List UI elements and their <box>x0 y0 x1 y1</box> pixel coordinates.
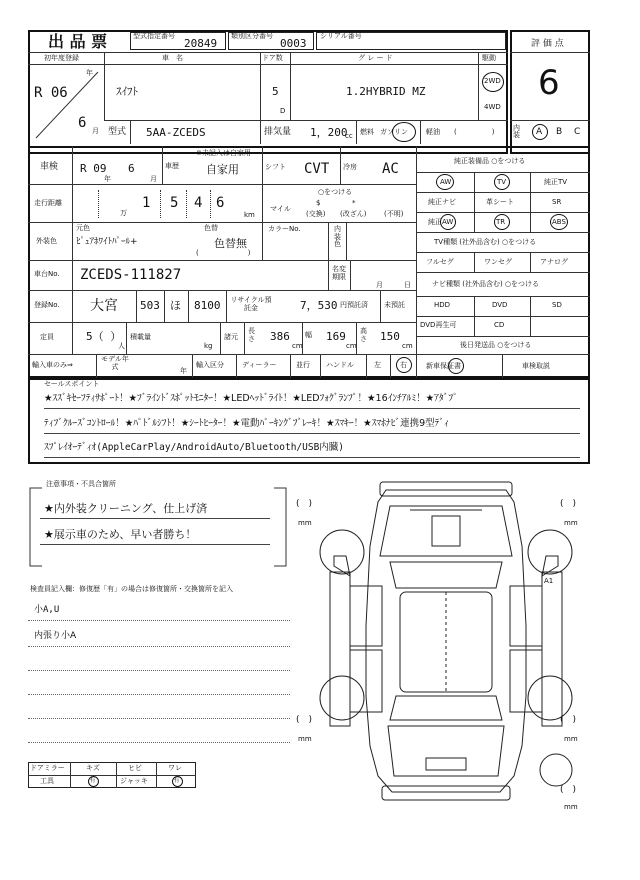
mileage-man: 1 <box>142 195 151 211</box>
tv-analog: アナログ <box>540 258 568 266</box>
equip-genuine-aw: 純正AW <box>428 218 454 226</box>
bracket-rear-right: ( ) <box>560 715 577 725</box>
mm-front-left: mm <box>298 519 312 527</box>
notes-label: 注意事項・不具合箇所 <box>46 480 116 488</box>
notes-bracket <box>28 482 288 572</box>
legend-break: ワレ <box>168 764 182 772</box>
mm-rear-right: mm <box>564 735 578 743</box>
equip-genuine-navi: 純正ナビ <box>428 198 456 206</box>
bracket-spare: ( ) <box>560 785 577 795</box>
import-dealer: ディーラー <box>242 361 277 369</box>
model-year-label: モデル年式 <box>101 355 129 371</box>
sales-label: セールスポイント <box>44 380 100 388</box>
height-cm: cm <box>402 342 413 350</box>
interior-a: A <box>536 127 543 137</box>
inspection-month: 6 <box>128 162 135 175</box>
inspector-entry-1: 小A,U <box>34 605 60 615</box>
width-cm: cm <box>346 342 357 350</box>
equip-sr: SR <box>552 198 562 206</box>
length-cm: cm <box>292 342 303 350</box>
ac-label: 冷房 <box>343 163 357 171</box>
name-change-label: 名変期限 <box>332 265 346 281</box>
tv-title: TV種類 (社外品含む) ○をつける <box>434 238 537 246</box>
shift-label: シフト <box>265 163 286 171</box>
unknown-label: (不明) <box>384 210 404 218</box>
equip-genuine-tv: 純正TV <box>544 178 568 186</box>
recycle-amount: 7，530 <box>300 299 338 312</box>
mileage-digit-1: 5 <box>170 195 179 211</box>
inspection-year-unit: 年 <box>104 175 111 183</box>
mileage-man-unit: 万 <box>120 209 127 217</box>
km-unit: km <box>244 211 255 219</box>
grade-label: グ レ ー ド <box>358 54 393 62</box>
damage-mark-a1: A1 <box>544 577 554 585</box>
capacity-unit: 人 <box>118 342 125 350</box>
import-parallel: 並行 <box>296 361 310 369</box>
bracket-front-left: ( ) <box>296 499 313 509</box>
chassis-label: 車台No. <box>34 270 60 278</box>
score-value: 6 <box>538 63 560 103</box>
recycle-label: リサイクル預託金 <box>230 296 272 313</box>
reg-class: 503 <box>140 299 160 312</box>
ac-value: AC <box>382 161 399 177</box>
recycle-status: 未預託 <box>384 301 405 309</box>
handle-left: 左 <box>374 361 381 369</box>
chassis-value: ZCEDS-111827 <box>80 267 182 283</box>
bracket-rear-left: ( ) <box>296 715 313 725</box>
color-no-label: カラーNo. <box>268 225 301 233</box>
capacity-value: 5（ ） <box>86 330 122 343</box>
mm-front-right: mm <box>564 519 578 527</box>
later-manual: 車検取説 <box>522 362 550 370</box>
paint-label: 色替 <box>204 224 218 232</box>
orig-color-label: 元色 <box>76 224 90 232</box>
height-label: 高さ <box>360 327 367 343</box>
handle-right: 右 <box>400 361 407 369</box>
mm-spare: mm <box>564 803 578 811</box>
recycle-unit: 円預託済 <box>340 301 368 309</box>
inspector-entry-2: 内張り小A <box>34 631 77 641</box>
cc-unit: cc <box>345 132 353 140</box>
drive-label: 駆動 <box>482 54 496 62</box>
first-reg-year: R 06 <box>34 85 68 101</box>
legend-tools: 工具 <box>40 777 54 785</box>
fuel-bracket: ( ) <box>454 128 495 136</box>
legend-tools-have: 有 <box>89 777 96 784</box>
width-value: 169 <box>326 330 346 343</box>
equip-tr: TR <box>496 218 506 226</box>
navi-dvd: DVD <box>492 301 508 309</box>
notes-line-2: ★展示車のため、早い者勝ち！ <box>44 528 197 541</box>
sales-line-3: ｽﾌﾟﾚｲｵｰﾃﾞｨｵ(AppleCarPlay/AndroidAuto/Bluetooth/USB内臓) <box>44 442 345 453</box>
length-label: 長さ <box>248 327 255 343</box>
model-year-unit: 年 <box>180 367 187 375</box>
category-no-value: 0003 <box>280 37 307 50</box>
interior-label: 内装 <box>513 124 520 139</box>
navi-cd: CD <box>494 321 505 329</box>
history-value: 自家用 <box>206 163 239 176</box>
genuine-title: 純正装備品 ○をつける <box>454 157 526 165</box>
first-reg-label: 初年度登録 <box>44 54 79 62</box>
history-note: ※未記入は自家用 <box>196 149 251 157</box>
car-name-value: ｽｲﾌﾄ <box>116 85 138 98</box>
fuel-label: 燃料 <box>360 128 374 136</box>
fuel-diesel: 軽油 <box>426 128 440 136</box>
tv-oneseg: ワンセグ <box>484 258 512 266</box>
mileage-circle-note: ○をつける <box>318 188 353 196</box>
first-reg-month-unit: 月 <box>92 127 99 135</box>
equip-abs: ABS <box>552 218 566 226</box>
legend-jack-have: 有 <box>173 777 180 784</box>
mileage-digit-2: 4 <box>194 195 203 211</box>
mm-rear-left: mm <box>298 735 312 743</box>
serial-no-label: シリアル番号 <box>320 32 362 40</box>
navi-sd: SD <box>552 301 562 309</box>
drive-4wd: 4WD <box>484 103 501 111</box>
interior-b: B <box>556 127 563 137</box>
history-label: 車歴 <box>165 162 179 170</box>
kg-unit: kg <box>204 342 213 350</box>
size-label: 諸元 <box>224 333 238 341</box>
sales-line-2: ﾃｨﾌﾞｸﾙｰｽﾞｺﾝﾄﾛｰﾙ！★ﾊﾟﾄﾞﾙｼﾌﾄ！★ｼｰﾄﾋｰﾀｰ！★電動ﾊﾟｰｷﾝｸﾞﾌﾞﾚｰｷ！★ｽﾏｷｰ！★ｽﾏﾎﾅﾋﾞ連携9型ﾃﾞｨ <box>44 418 449 429</box>
import-class-label: 輸入区分 <box>196 361 224 369</box>
legend-door-mirror: ドアミラー <box>30 764 65 772</box>
first-reg-month: 6 <box>78 115 87 131</box>
category-no-label: 類別区分番号 <box>231 32 273 40</box>
interior-c: C <box>574 127 581 137</box>
fuel-gasoline: ガソリン <box>380 128 408 136</box>
mileage-digit-3: 6 <box>216 195 225 211</box>
doors-label: ドア数 <box>262 54 283 62</box>
certified-no-label: 型式指定番号 <box>133 32 175 40</box>
star-mark: * <box>352 199 356 207</box>
sales-line-1: ★ｽｽﾞｷｾｰﾌﾃｨｻﾎﾟｰﾄ！★ﾌﾞﾗｲﾝﾄﾞｽﾎﾟｯﾄﾓﾆﾀｰ！★LEDﾍｯﾄﾞﾗｲﾄ！★LEDﾌｫｸﾞﾗﾝﾌﾟ！★16ｲﾝﾁｱﾙﾐ！★ｱﾀﾞﾌﾟ <box>44 393 458 404</box>
model-label: 型式 <box>108 127 127 137</box>
capacity-label: 定員 <box>40 333 54 341</box>
width-label: 幅 <box>305 331 312 339</box>
equip-leather: 革シート <box>486 198 514 206</box>
dollar-mark: $ <box>316 199 321 207</box>
car-name-label: 車 名 <box>162 54 183 62</box>
legend-jack: ジャッキ <box>120 777 148 785</box>
equip-aw: AW <box>440 178 452 186</box>
later-warranty: 新車保証書 <box>426 362 461 370</box>
inspector-label: 検査員記入欄：修復歴「有」の場合は修復箇所・交換箇所を記入 <box>30 585 233 593</box>
tv-fullseg: フルセグ <box>426 258 454 266</box>
navi-dvd-playback: DVD再生可 <box>420 321 457 329</box>
altered-label: (改ざん) <box>340 210 367 218</box>
bracket-front-right: ( ) <box>560 499 577 509</box>
displacement-label: 排気量 <box>264 127 292 137</box>
score-label: 評 価 点 <box>531 39 564 49</box>
navi-title: ナビ種類 (社外品含む) ○をつける <box>432 280 540 288</box>
mile-label: マイル <box>270 205 291 213</box>
handle-label: ハンドル <box>326 361 354 369</box>
paint-value: 色替無 <box>214 237 247 250</box>
length-value: 386 <box>270 330 290 343</box>
import-label: 輸入車のみ⇒ <box>32 361 73 369</box>
color-name-value: ﾋﾟｭｱﾎﾜｲﾄﾊﾟｰﾙ+ <box>76 237 138 247</box>
legend-crack: ヒビ <box>128 764 142 772</box>
drive-2wd: 2WD <box>484 77 501 85</box>
shift-value: CVT <box>304 161 330 177</box>
navi-hdd: HDD <box>434 301 451 309</box>
later-title: 後日発送品 ○をつける <box>460 341 532 349</box>
grade-value: 1.2HYBRID MZ <box>346 85 426 98</box>
first-reg-year-unit: 年 <box>86 69 93 77</box>
reg-kana: ほ <box>170 299 181 312</box>
name-change-month: 月 <box>376 281 383 289</box>
exterior-color-label: 外装色 <box>36 237 57 245</box>
legend-scratch: キズ <box>86 764 100 772</box>
height-value: 150 <box>380 330 400 343</box>
reg-number: 8100 <box>194 299 221 312</box>
inspection-month-unit: 月 <box>150 175 157 183</box>
displacement-value: 1，200 <box>310 126 348 139</box>
notes-line-1: ★内外装クリーニング、仕上げ済 <box>44 502 208 515</box>
reg-place: 大宮 <box>90 298 118 314</box>
exchange-label: (交換) <box>306 210 326 218</box>
mileage-label: 走行距離 <box>34 199 62 207</box>
inspection-label: 車検 <box>40 162 59 172</box>
inspection-year: R 09 <box>80 162 107 175</box>
door-type: D <box>280 107 286 115</box>
model-value: 5AA-ZCEDS <box>146 126 206 139</box>
name-change-day: 日 <box>404 281 411 289</box>
certified-no-value: 20849 <box>184 37 218 50</box>
load-label: 積載量 <box>130 333 151 341</box>
regno-label: 登録No. <box>34 301 60 309</box>
equip-tv: TV <box>497 178 507 186</box>
paint-bracket: ( ) <box>196 249 251 257</box>
doors-value: 5 <box>272 85 279 98</box>
form-title: 出 品 票 <box>48 32 108 51</box>
car-diagram <box>290 476 602 816</box>
interior-color-label: 内装色 <box>334 225 341 249</box>
